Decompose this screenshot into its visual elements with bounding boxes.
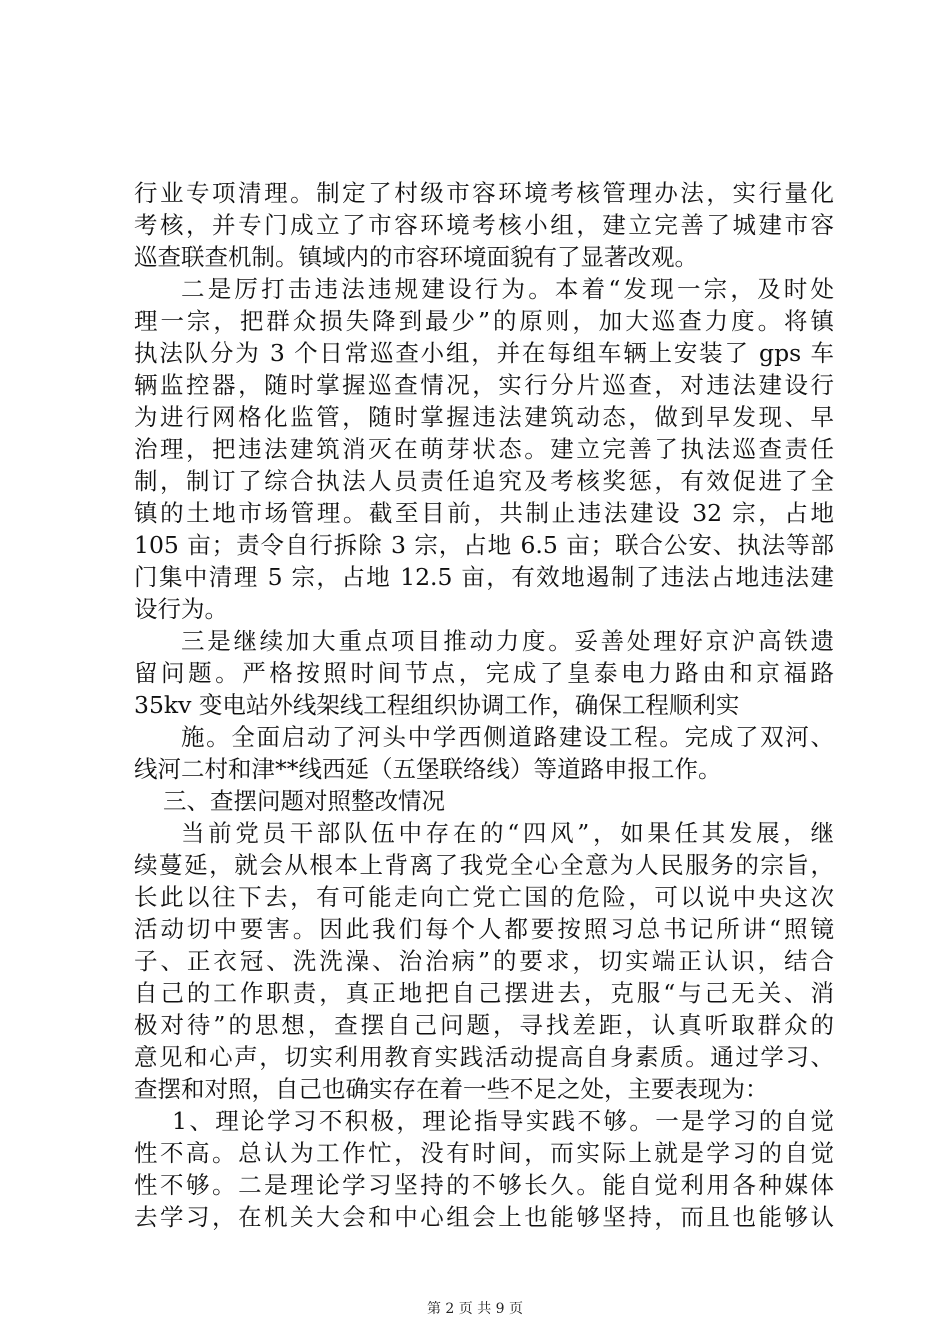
text-line: 长此以往下去，有可能走向亡党亡国的危险，可以说中央这次 [134,883,834,911]
text-line: 门集中清理 5 宗，占地 12.5 亩，有效地遏制了违法占地违法建 [134,563,834,591]
text-line: 意见和心声，切实利用教育实践活动提高自身素质。通过学习、 [134,1043,834,1071]
page-number-label: 第 2 页 共 9 页 [426,1301,524,1317]
text-line: 二是厉打击违法违规建设行为。本着“发现一宗，及时处 [181,275,834,303]
text-line: 极对待”的思想，查摆自己问题，寻找差距，认真听取群众的 [134,1011,834,1039]
text-line: 行业专项清理。制定了村级市容环境考核管理办法，实行量化 [134,179,834,207]
text-line: 查摆和对照，自己也确实存在着一些不足之处，主要表现为： [134,1075,769,1103]
text-line: 理一宗，把群众损失降到最少”的原则，加大巡查力度。将镇 [134,307,834,335]
text-line: 执法队分为 3 个日常巡查小组，并在每组车辆上安装了 gps 车 [134,339,834,367]
text-line: 治理，把违法建筑消灭在萌芽状态。建立完善了执法巡查责任 [134,435,834,463]
text-line: 性不够。二是理论学习坚持的不够长久。能自觉利用各种媒体 [134,1171,834,1199]
text-line: 制，制订了综合执法人员责任追究及考核奖惩，有效促进了全 [134,467,834,495]
text-line: 当前党员干部队伍中存在的“四风”，如果任其发展，继 [181,819,834,847]
text-line: 设行为。 [134,595,228,623]
text-line: 35kv 变电站外线架线工程组织协调工作，确保工程顺利实 [134,691,740,719]
text-line: 活动切中要害。因此我们每个人都要按照习总书记所讲“照镜 [134,915,834,943]
text-line: 辆监控器，随时掌握巡查情况，实行分片巡查，对违法建设行 [134,371,834,399]
text-line: 子、正衣冠、洗洗澡、治治病”的要求，切实端正认识，结合 [134,947,834,975]
text-line: 续蔓延，就会从根本上背离了我党全心全意为人民服务的宗旨， [134,851,834,879]
page-footer [0,1300,950,1318]
text-line: 施。全面启动了河头中学西侧道路建设工程。完成了双河、 [181,723,834,751]
text-line: 留问题。严格按照时间节点，完成了皇泰电力路由和京福路 [134,659,834,687]
text-line: 自己的工作职责，真正地把自己摆进去，克服“与己无关、消 [134,979,834,1007]
text-line: 三是继续加大重点项目推动力度。妥善处理好京沪高铁遗 [181,627,834,655]
text-line: 去学习，在机关大会和中心组会上也能够坚持，而且也能够认 [134,1203,834,1231]
body-text [134,177,834,1233]
text-line: 1、理论学习不积极，理论指导实践不够。一是学习的自觉 [172,1107,834,1135]
text-line: 考核，并专门成立了市容环境考核小组，建立完善了城建市容 [134,211,834,239]
text-line: 镇的土地市场管理。截至目前，共制止违法建设 32 宗，占地 [134,499,834,527]
text-line: 性不高。总认为工作忙，没有时间，而实际上就是学习的自觉 [134,1139,834,1167]
text-line: 线河二村和津**线西延（五堡联络线）等道路申报工作。 [134,755,722,783]
text-line: 为进行网格化监管，随时掌握违法建筑动态，做到早发现、早 [134,403,834,431]
text-line: 105 亩；责令自行拆除 3 宗，占地 6.5 亩；联合公安、执法等部 [134,531,834,559]
section-heading: 三、查摆问题对照整改情况 [163,787,445,815]
text-line: 巡查联查机制。镇域内的市容环境面貌有了显著改观。 [134,243,698,271]
